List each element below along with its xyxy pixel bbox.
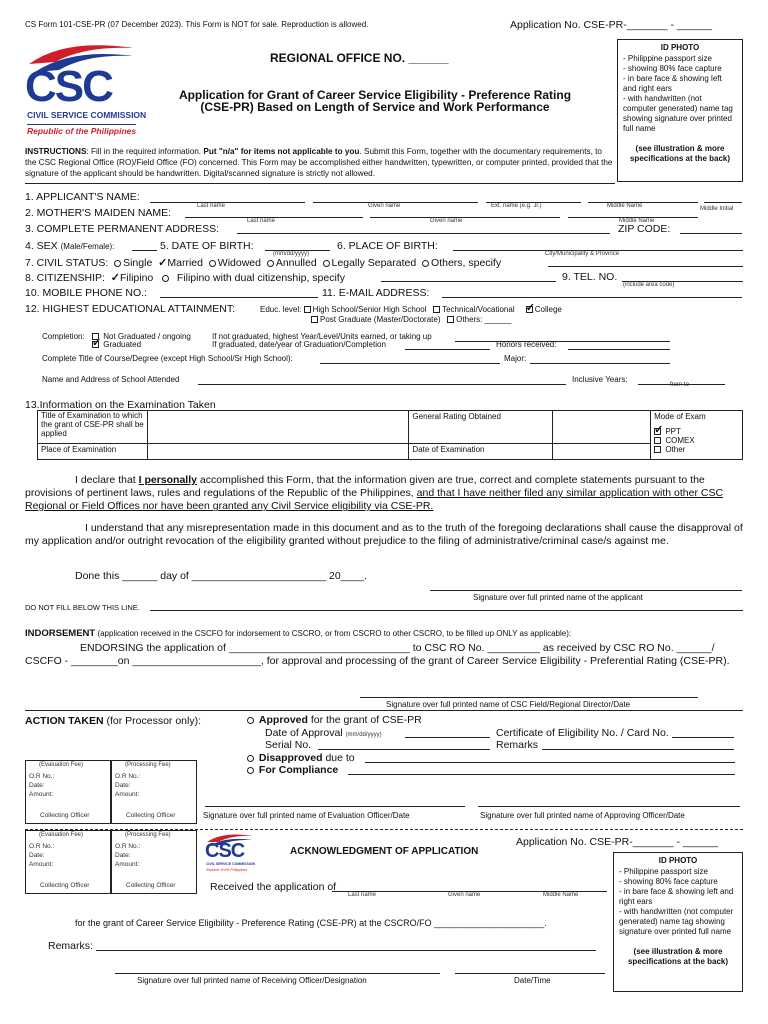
compliance-row bbox=[247, 764, 338, 776]
ack-datetime-field[interactable] bbox=[455, 973, 605, 974]
instructions-bold: Put "n/a" for items not applicable to you bbox=[203, 147, 360, 156]
sublabel: Last name bbox=[348, 892, 377, 898]
sublabel: from-to bbox=[670, 382, 690, 388]
pg-checkbox[interactable] bbox=[311, 316, 318, 323]
ack-remarks-label: Remarks: bbox=[48, 940, 93, 952]
grad-row bbox=[92, 340, 141, 349]
id-photo-title: ID PHOTO bbox=[658, 856, 698, 865]
hs-checkbox[interactable] bbox=[304, 306, 311, 313]
sublabel: Ext. name (e.g. Jr.) bbox=[491, 203, 542, 209]
done-this: Done this ______ day of _______________________ 20____. bbox=[75, 570, 367, 582]
id-photo-note: (see illustration & more specifications at the back) bbox=[627, 947, 729, 966]
exam-heading: 13.Information on the Examination Taken bbox=[25, 399, 216, 411]
email-field[interactable] bbox=[442, 297, 742, 298]
college-checkbox[interactable] bbox=[526, 306, 533, 313]
collecting-label: Collecting Officer bbox=[126, 812, 176, 819]
sublabel: Middle Name bbox=[619, 218, 655, 224]
college-label: College bbox=[534, 305, 562, 314]
other-checkbox[interactable] bbox=[654, 446, 661, 453]
ack-datetime-label: Date/Time bbox=[514, 976, 551, 985]
do-not-fill: DO NOT FILL BELOW THIS LINE. bbox=[25, 603, 140, 612]
applicant-last-name-field[interactable] bbox=[150, 202, 305, 203]
if-grad-label: If graduated, date/year of Graduation/Completion bbox=[212, 340, 386, 349]
course-field[interactable] bbox=[320, 363, 500, 364]
proc-fee-box-2 bbox=[111, 830, 197, 894]
eval-fee-box-2 bbox=[25, 830, 111, 894]
compliance-label: For Compliance bbox=[258, 764, 339, 776]
csc-logo-small bbox=[205, 833, 255, 875]
mother-name-label: 2. MOTHER'S MAIDEN NAME: bbox=[25, 207, 172, 219]
others-checkbox[interactable] bbox=[447, 316, 454, 323]
widowed-radio[interactable] bbox=[209, 260, 216, 267]
date-label: Date: bbox=[29, 782, 45, 789]
receiving-officer-label: Signature over full printed name of Receiving Officer/Designation bbox=[137, 976, 367, 985]
exam-title-header: Title of Examination to which the grant of CSE-PR shall be applied bbox=[38, 411, 148, 444]
ack-grant: for the grant of Career Service Eligibility - Preference Rating (CSE-PR) at the CSCRO/FO ______________________. bbox=[75, 918, 547, 928]
sublabel: Given name bbox=[430, 218, 463, 224]
exam-date-header: Date of Examination bbox=[409, 444, 553, 460]
divider bbox=[150, 610, 743, 611]
school-label: Name and Address of School Attended bbox=[42, 375, 180, 384]
collecting-label: Collecting Officer bbox=[126, 882, 176, 889]
logo-small-acronym: CSC bbox=[205, 840, 245, 862]
mobile-field[interactable] bbox=[160, 297, 318, 298]
educ-others-label: Others: ______ bbox=[456, 315, 512, 324]
disapproved-field[interactable] bbox=[365, 762, 735, 763]
instructions-text: . Submit this Form, together with the documentary requirements, to the CSC Regional Office (RO)/Field Office (FO) concerned. This Form may be accomplished either handwritten, typewritten, or computer printed, provided that the signature of the applicant should be handwritten. Digital/scanned signature is strictly not allowed. bbox=[25, 147, 613, 179]
address-label: 3. COMPLETE PERMANENT ADDRESS: bbox=[25, 223, 220, 235]
if-not-grad-field[interactable] bbox=[455, 341, 670, 342]
cert-label: Certificate of Eligibility No. / Card No. bbox=[496, 727, 669, 739]
sublabel: City/Municipality & Province bbox=[545, 251, 620, 257]
date-label: Date: bbox=[115, 782, 131, 789]
id-photo-item: - with handwritten (not computer generated) name tag showing signature over printed full name bbox=[623, 94, 733, 133]
exam-date-cell[interactable] bbox=[553, 444, 651, 460]
eval-fee-box bbox=[25, 760, 111, 824]
education-label: 12. HIGHEST EDUCATIONAL ATTAINMENT: bbox=[25, 303, 236, 315]
completion-label: Completion: bbox=[42, 332, 85, 341]
date-approval-row bbox=[265, 727, 382, 739]
indorsement-note: (application received in the CSCFO for indorsement to CSCRO, or from CSCRO to other CSCRO, to be filled up ONLY as applicable): bbox=[97, 629, 572, 638]
date-label: Date: bbox=[29, 852, 45, 859]
form-code: CS Form 101-CSE-PR (07 December 2023). This Form is NOT for sale. Reproduction is allowed. bbox=[25, 20, 369, 29]
ppt-checkbox[interactable] bbox=[654, 428, 661, 435]
declaration-para1 bbox=[25, 474, 743, 513]
disapproved-row bbox=[247, 752, 355, 764]
fee-title: (Evaluation Fee) bbox=[39, 762, 84, 768]
ppt-row bbox=[654, 427, 739, 436]
annulled-radio[interactable] bbox=[267, 260, 274, 267]
action-taken-row bbox=[25, 715, 201, 727]
declaration-para2: I understand that any misrepresentation made in this document and as to the truth of the foregoing declarations shall cause the disapproval of my application and/or outright revocation of the eligibility granted without prejudice to the filing of administrative/criminal case/s against me. bbox=[25, 522, 743, 548]
fee-title: (Processing Fee) bbox=[125, 832, 171, 838]
sex-label-text: 4. SEX bbox=[25, 240, 58, 252]
mobile-label: 10. MOBILE PHONE NO.: bbox=[25, 287, 147, 299]
pob-label: 6. PLACE OF BIRTH: bbox=[337, 240, 438, 252]
date-label: Date: bbox=[115, 852, 131, 859]
exam-table bbox=[37, 410, 743, 460]
others-radio[interactable] bbox=[422, 260, 429, 267]
applicant-name-label: 1. APPLICANT'S NAME: bbox=[25, 191, 140, 203]
id-photo-note: (see illustration & more specifications at the back) bbox=[629, 144, 731, 163]
civil-status-row bbox=[25, 256, 501, 269]
fee-title: (Evaluation Fee) bbox=[39, 832, 84, 838]
if-not-grad-label: If not graduated, highest Year/Level/Units earned, or taking up bbox=[212, 332, 432, 341]
separated-radio[interactable] bbox=[323, 260, 330, 267]
fee-title: (Processing Fee) bbox=[125, 762, 171, 768]
exam-place-cell[interactable] bbox=[147, 444, 409, 460]
other-row bbox=[654, 445, 739, 454]
collecting-label: Collecting Officer bbox=[40, 882, 90, 889]
honors-field[interactable] bbox=[568, 349, 670, 350]
married-label: Married bbox=[167, 257, 203, 269]
indorsement-row bbox=[25, 628, 571, 639]
serial-label: Serial No. bbox=[265, 739, 312, 751]
single-radio[interactable] bbox=[114, 260, 121, 267]
csc-logo bbox=[25, 42, 147, 142]
applicant-middle-initial-field[interactable] bbox=[704, 202, 742, 203]
exam-mode-header: Mode of Exam bbox=[654, 412, 706, 421]
if-grad-field[interactable] bbox=[405, 349, 490, 350]
decl-text: accomplished this Form, that the information given are true, correct and complete statements pursuant to the provisions of pertinent laws, rules and regulations of the Republic of the Philippines, bbox=[25, 474, 705, 500]
divider bbox=[25, 710, 743, 711]
id-photo-item: - Philippine passport size bbox=[623, 54, 712, 63]
logo-country: Republic of the Philippines bbox=[27, 126, 137, 136]
or-label: O.R No.: bbox=[29, 843, 55, 850]
logo-small-country: Republic of the Philippines bbox=[206, 868, 248, 872]
sublabel: Middle Name bbox=[607, 203, 643, 209]
educ-level-row2 bbox=[311, 315, 511, 324]
regional-office: REGIONAL OFFICE NO. ______ bbox=[270, 51, 449, 65]
inclusive-label: Inclusive Years: bbox=[572, 375, 628, 384]
date-approval-field[interactable] bbox=[405, 737, 490, 738]
sublabel: Middle Initial bbox=[700, 206, 734, 212]
checkmark-icon[interactable]: ✓ bbox=[158, 257, 168, 269]
indorsement-label: INDORSEMENT bbox=[25, 628, 96, 639]
tech-checkbox[interactable] bbox=[433, 306, 440, 313]
pg-label: Post Graduate (Master/Doctorate) bbox=[320, 315, 441, 324]
applicant-signature-field[interactable] bbox=[430, 590, 742, 591]
disapproved-label: Disapproved bbox=[258, 752, 323, 764]
honors-label: Honors received: bbox=[496, 340, 557, 349]
major-field[interactable] bbox=[530, 363, 670, 364]
or-label: O.R No.: bbox=[115, 843, 141, 850]
citizenship-row bbox=[25, 271, 345, 284]
id-photo-title: ID PHOTO bbox=[660, 43, 700, 52]
director-sig-label: Signature over full printed name of CSC Field/Regional Director/Date bbox=[386, 700, 631, 709]
proc-fee-box bbox=[111, 760, 197, 824]
applicant-middle-name-field[interactable] bbox=[588, 202, 698, 203]
instructions-label: INSTRUCTIONS bbox=[25, 147, 87, 156]
app-no-value[interactable]: CSE-PR-_______ - ______ bbox=[583, 19, 712, 31]
exam-title-cell[interactable] bbox=[147, 411, 409, 444]
single-label: Single bbox=[123, 257, 153, 269]
dual-specify-field[interactable] bbox=[381, 281, 556, 282]
serial-field[interactable] bbox=[318, 749, 490, 750]
sig-applicant-label: Signature over full printed name of the applicant bbox=[473, 593, 643, 602]
sublabel: Last name bbox=[247, 218, 276, 224]
id-photo-item: - in bare face & showing left and right ears bbox=[619, 887, 734, 906]
dual-radio[interactable] bbox=[162, 275, 169, 282]
amount-label: Amount: bbox=[29, 791, 54, 798]
sex-options: (Male/Female): bbox=[60, 242, 115, 251]
eval-sig-label: Signature over full printed name of Evaluation Officer/Date bbox=[203, 811, 410, 820]
comex-row bbox=[654, 436, 739, 445]
logo-small-name: CIVIL SERVICE COMMISSION bbox=[206, 862, 256, 866]
dual-label: Filipino with dual citizenship, specify bbox=[176, 272, 345, 284]
others-label: Others, specify bbox=[431, 257, 502, 269]
exam-place-header: Place of Examination bbox=[38, 444, 148, 460]
hs-label: High School/Senior High School bbox=[312, 305, 427, 314]
zip-label: ZIP CODE: bbox=[618, 223, 671, 235]
approve-sig-label: Signature over full printed name of Approving Officer/Date bbox=[480, 811, 685, 820]
id-photo-box-2 bbox=[613, 852, 743, 992]
ack-received-label: Received the application of bbox=[210, 881, 337, 893]
citizenship-label: 8. CITIZENSHIP: bbox=[25, 272, 105, 284]
widowed-label: Widowed bbox=[217, 257, 261, 269]
tech-label: Technical/Vocational bbox=[442, 305, 515, 314]
educ-level-row bbox=[260, 305, 562, 314]
sublabel: Middle Name bbox=[543, 892, 579, 898]
approve-signature-field[interactable] bbox=[478, 806, 740, 807]
app-no-label: Application No. bbox=[510, 19, 581, 31]
sublabel: (mm/dd/yyyy) bbox=[345, 732, 382, 738]
dob-label: 5. DATE OF BIRTH: bbox=[160, 240, 254, 252]
compliance-field[interactable] bbox=[348, 774, 735, 775]
approved-radio[interactable] bbox=[247, 717, 254, 724]
remarks-label: Remarks bbox=[496, 739, 539, 751]
decl-bold: I personally bbox=[138, 474, 197, 486]
indorsement-line1: ENDORSING the application of _______________________________ to CSC RO No. _________ as received by CSC RO No. ______/ bbox=[80, 642, 715, 654]
approved-row bbox=[247, 714, 422, 726]
collecting-label: Collecting Officer bbox=[40, 812, 90, 819]
due-to-label: due to bbox=[325, 752, 355, 764]
instructions-text: : Fill in the required information. bbox=[86, 147, 202, 156]
form-title-line1: Application for Grant of Career Service Eligibility - Preference Rating bbox=[178, 88, 572, 102]
amount-label: Amount: bbox=[29, 861, 54, 868]
sublabel: (include area code) bbox=[623, 282, 675, 288]
disapproved-radio[interactable] bbox=[247, 755, 254, 762]
ppt-label: PPT bbox=[665, 427, 681, 436]
or-label: O.R No.: bbox=[29, 773, 55, 780]
decl-underlined: and that I have neither filed any similar application with other CSC Regional or Field Offices nor have been granted any Civil Service eligibility via CSE-PR. bbox=[25, 487, 724, 513]
sublabel: Given name bbox=[448, 892, 481, 898]
mother-given-name-field[interactable] bbox=[370, 217, 560, 218]
logo-name: CIVIL SERVICE COMMISSION bbox=[27, 110, 147, 120]
application-no bbox=[510, 19, 712, 31]
approved-rest: for the grant of CSE-PR bbox=[310, 714, 422, 726]
grad-checkbox[interactable] bbox=[92, 341, 99, 348]
cert-field[interactable] bbox=[672, 737, 734, 738]
ack-app-no[interactable]: Application No. CSE-PR-_______ - ______ bbox=[516, 836, 718, 848]
course-label: Complete Title of Course/Degree (except High School/Sr High School): bbox=[42, 354, 293, 363]
exam-rating-header: General Rating Obtained bbox=[409, 411, 553, 444]
remarks-field[interactable] bbox=[542, 749, 734, 750]
educ-level-label: Educ. level: bbox=[260, 305, 302, 314]
or-label: O.R No.: bbox=[115, 773, 141, 780]
separated-label: Legally Separated bbox=[331, 257, 417, 269]
sex-field[interactable] bbox=[132, 250, 157, 251]
amount-label: Amount: bbox=[115, 861, 140, 868]
id-photo-item: - in bare face & showing left and right ears bbox=[623, 74, 722, 93]
divider bbox=[25, 183, 615, 184]
action-taken-label: ACTION TAKEN bbox=[25, 715, 104, 727]
zip-field[interactable] bbox=[680, 233, 742, 234]
address-field[interactable] bbox=[237, 233, 610, 234]
action-taken-sub: (for Processor only): bbox=[106, 715, 202, 727]
grad-label: Graduated bbox=[103, 340, 142, 349]
compliance-radio[interactable] bbox=[247, 767, 254, 774]
tel-label: 9. TEL. NO. bbox=[562, 271, 618, 283]
id-photo-box bbox=[617, 39, 743, 182]
receiving-officer-signature-field[interactable] bbox=[115, 973, 440, 974]
amount-label: Amount: bbox=[115, 791, 140, 798]
exam-mode-cell bbox=[651, 411, 743, 460]
comex-checkbox[interactable] bbox=[654, 437, 661, 444]
director-signature-field[interactable] bbox=[360, 697, 698, 698]
form-title-line2: (CSE-PR) Based on Length of Service and Work Performance bbox=[200, 100, 550, 114]
filipino-label: Filipino bbox=[120, 272, 154, 284]
school-field[interactable] bbox=[198, 384, 566, 385]
ack-remarks-field[interactable] bbox=[96, 950, 596, 951]
email-label: 11. E-MAIL ADDRESS: bbox=[322, 287, 430, 299]
id-photo-item: - Philippine passport size bbox=[619, 867, 708, 876]
exam-rating-cell[interactable] bbox=[553, 411, 651, 444]
civil-status-specify-field[interactable] bbox=[548, 266, 743, 267]
id-photo-item: - showing 80% face capture bbox=[623, 64, 722, 73]
civil-status-label: 7. CIVIL STATUS: bbox=[25, 257, 109, 269]
sublabel: (mm/dd/yyyy) bbox=[273, 251, 309, 257]
sublabel: Last name bbox=[197, 203, 226, 209]
id-photo-item: - showing 80% face capture bbox=[619, 877, 718, 886]
checkmark-icon[interactable]: ✓ bbox=[110, 272, 120, 284]
sublabel: Given name bbox=[368, 203, 401, 209]
major-label: Major: bbox=[504, 354, 527, 363]
date-approval-label: Date of Approval bbox=[265, 727, 343, 739]
comex-label: COMEX bbox=[665, 436, 695, 445]
logo-acronym: CSC bbox=[25, 62, 112, 111]
annulled-label: Annulled bbox=[275, 257, 317, 269]
indorsement-line2: CSCFO - ________on ______________________, for approval and processing of the grant of Career Service Eligibility - Preferential Rating (CSE-PR). bbox=[25, 655, 730, 667]
id-photo-item: - with handwritten (not computer generated) name tag showing signature over printed full name bbox=[619, 907, 734, 936]
sex-label bbox=[25, 240, 114, 252]
decl-text: I declare that bbox=[75, 474, 136, 486]
instructions bbox=[25, 146, 615, 179]
eval-signature-field[interactable] bbox=[205, 806, 465, 807]
not-grad-label: Not Graduated / ongoing bbox=[103, 332, 191, 341]
ack-title: ACKNOWLEDGMENT OF APPLICATION bbox=[290, 846, 479, 857]
approved-label: Approved bbox=[258, 714, 308, 726]
other-label: Other bbox=[665, 445, 686, 454]
